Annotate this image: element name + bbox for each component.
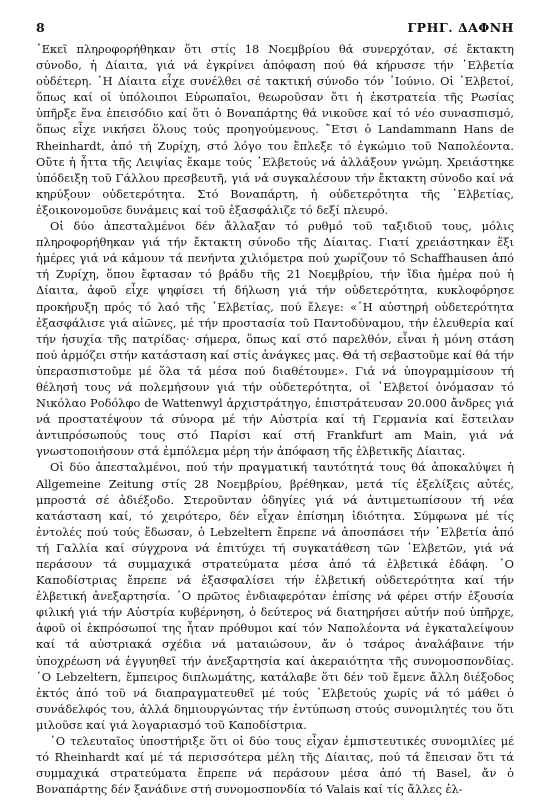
body-text: [36, 41, 514, 797]
paragraph-3: Οἱ δύο ἀπεσταλμένοι, πού τήν πραγματική ταυτότητά τους θά ἀποκαλύψει ἡ Allgemeine Zeitung στίς 28 Νοεμβρίου, βρέθηκαν, μετά τίς ἐξελίξεις αὐτές, μπροστά σέ ἀδιέξοδο. Στεροῦνταν ὁδηγίες γιά νά ἀντιμετωπίσουν τή νέα κατάσταση καί, τό χειρότερο, δέν εἶχαν ἐπίσημη ἰδιότητα. Σύμφωνα μέ τίς ἐντολές πού τούς ἔδωσαν, ὁ Lebzeltern ἔπρεπε νά ἀποσπάσει τήν ῾Ελβετία ἀπό τή Γαλλία καί σύγχρονα νά ἐπιτύχει τή συγκατάθεση τῶν ῾Ελβετῶν, γιά νά περάσουν τά συμμαχικά στρατεύματα μέσα ἀπό τά ἑλβετικά ἐδάφη. ῾Ο Καποδίστριας ἔπρεπε νά ἐξασφαλίσει τήν ἑλβετική οὐδετερότητα καί τήν ἑλβετική ἀνεξαρτησία. ῾Ο πρῶτος ἐνδιαφερόταν ἐπίσης νά φέρει στήν ἐξουσία φιλική γιά τήν Αὐστρία κυβέρνηση, ὁ δεύτερος νά διατηρήσει αὐτήν πού ὑπῆρχε, ἀφοῦ οἱ ἐκπρόσωποί της ἦταν πρόθυμοι καί τόν Ναπολέοντα νά ἐγκαταλείψουν καί τά αὐστριακά σχέδια νά ματαιώσουν, ἄν ὁ τσάρος ἀναλάβαινε τήν ὑποχρέωση νά ἐγγυηθεῖ τήν ἀνεξαρτησία καί ἀκεραιότητα τῆς συνομοσπονδίας. ῾Ο Lebzeltern, ἔμπειρος διπλωμάτης, κατάλαβε ὅτι δέν τοῦ ἔμενε ἄλλη διέξοδος ἐκτός ἀπό τοῦ νά διαπραγματευθεῖ μέ τούς ῾Ελβετούς χωρίς νά τό μάθει ὁ συνάδελφός του, ἀλλά δημιουργώντας τήν ἐντύπωση στούς συνομιλητές του ὅτι μιλοῦσε καί γιά λογαριασμό τοῦ Καποδίστρια.: [36, 460, 514, 732]
paragraph-2: Οἱ δύο ἀπεσταλμένοι δέν ἄλλαξαν τό ρυθμό τοῦ ταξιδιοῦ τους, μόλις πληροφορήθηκαν γιά τήν ἔκτακτη σύνοδο τῆς Δίαιτας. Γιατί χρειάστηκαν ἕξι ἡμέρες γιά νά κάμουν τά πενήντα χιλιόμετρα πού χωρίζουν τό Schaffhausen ἀπό τή Ζυρίχη, ὅπου ἔφτασαν τό βράδυ τῆς 21 Νοεμβρίου, τήν ἴδια ἡμέρα πού ἡ Δίαιτα, ἀφοῦ εἶχε ψηφίσει τή δήλωση γιά τήν οὐδετερότητα, κυκλοφόρησε προκήρυξη πρός τό λαό τῆς ῾Ελβετίας, πού ἔλεγε: «῾Η αὐστηρή οὐδετερότητα ἐξασφάλισε γιά αἰῶνες, μέ τήν προστασία τοῦ Παντοδύναμου, τήν ἐλευθερία καί τήν ἡσυχία τῆς πατρίδας· σήμερα, ὅπως καί στό παρελθόν, εἶναι ἡ μόνη στάση πού ἁρμόζει στήν κατάσταση καί στίς ἀνάγκες μας. Θά τή σεβαστοῦμε καί θά τήν ὑπερασπιστοῦμε μέ ὅλα τά μέσα πού διαθέτουμε». Γιά νά ὑπογραμμίσουν τή θέλησή τους νά πολεμήσουν γιά τήν οὐδετερότητα, οἱ ῾Ελβετοί ὀνόμασαν τό Νικόλαο Ροδόλφο de Wattenwyl ἀρχιστράτηγο, ἐπιστράτευσαν 20.000 ἄνδρες γιά νά προστατέψουν τά σύνορα μέ τήν Αὐστρία καί τή Γερμανία καί ἔστειλαν ἀντιπρόσωπούς τους στό Παρίσι καί στή Frankfurt am Main, γιά νά γνωστοποιήσουν στά ἐμπόλεμα μέρη τήν ἀπόφαση τῆς ἑλβετικῆς Δίαιτας.: [36, 219, 514, 459]
paragraph-4: ῾Ο τελευταῖος ὑποστήριξε ὅτι οἱ δύο τους εἶχαν ἐμπιστευτικές συνομιλίες μέ τό Rheinhardt καί μέ τά περισσότερα μέλη τῆς Δίαιτας, πού τά ἔπεισαν ὅτι τά συμμαχικά στρατεύματα ἔπρεπε νά περάσουν μέσα ἀπό τή Basel, ἄν ὁ Βοναπάρτης δέν ξανάδινε στή συνομοσπονδία τό Valais καί τίς ἄλλες ἐλ-: [36, 734, 514, 797]
running-head: [36, 20, 514, 35]
book-page: [36, 20, 514, 797]
paragraph-1: ᾿Εκεῖ πληροφορήθηκαν ὅτι στίς 18 Νοεμβρίου θά συνερχόταν, σέ ἔκτακτη σύνοδο, ἡ Δίαιτα, γιά νά ἐγκρίνει ἀπόφαση πού θά κήρυσσε τήν ῾Ελβετία οὐδέτερη. ῾Η Δίαιτα εἶχε συνέλθει σέ τακτική σύνοδο τόν ᾿Ιούνιο. Οἱ ῾Ελβετοί, ὅπως καί οἱ ὑπόλοιποι Εὐρωπαῖοι, θεωροῦσαν ὅτι ἡ ἐκστρατεία τῆς Ρωσίας ὑπῆρξε ἕνα ἐπεισόδιο καί ὅτι ὁ Βοναπάρτης θά νικοῦσε καί τό νέο συνασπισμό, ὅπως εἶχε νικήσει ὅλους τούς προηγούμενους. ῎Ετσι ὁ Landammann Hans de Rheinhardt, ἀπό τή Ζυρίχη, στό λόγο του ἔπλεξε τό ἐγκώμιο τοῦ Ναπολέοντα. Οὔτε ἡ ἧττα τῆς Λειψίας ἔκαμε τούς ῾Ελβετούς νά ἀλλάξουν γνώμη. Χρειάστηκε ὑπόδειξη τοῦ Γάλλου πρεσβευτῆ, γιά νά συγκαλέσουν τήν ἔκτακτη σύνοδο καί νά κηρύξουν οὐδετερότητα. Στό Βοναπάρτη, ἡ οὐδετερότητα τῆς ῾Ελβετίας, ἐξοικονομοῦσε δυνάμεις καί τοῦ ἐξασφάλιζε τό δεξί πλευρό.: [36, 42, 514, 217]
page-number: 8: [36, 20, 46, 35]
running-title: ΓΡΗΓ. ΔΑΦΝΗ: [407, 20, 514, 35]
